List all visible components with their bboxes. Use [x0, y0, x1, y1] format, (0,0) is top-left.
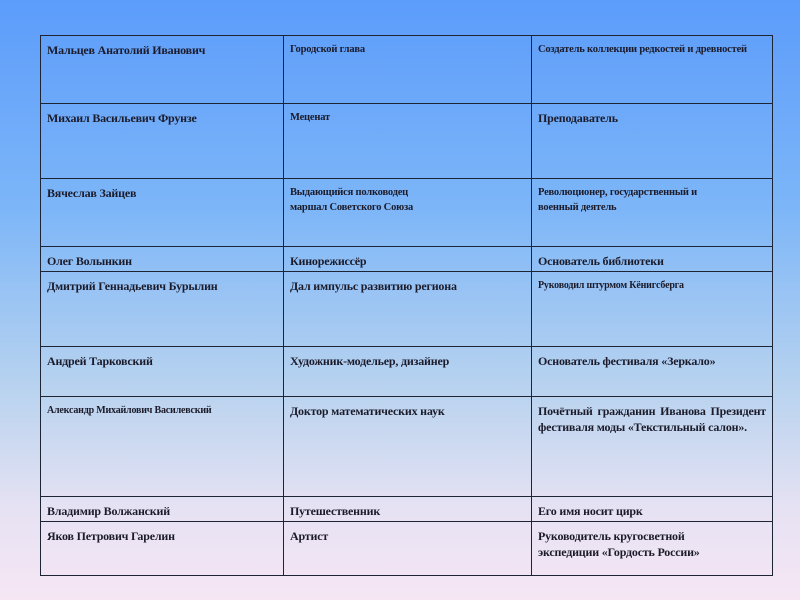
- table-row: [41, 104, 773, 179]
- table-cell: Почётный гражданин Иванова Президент фестиваля моды «Текстильный салон».: [532, 397, 773, 497]
- table-row: [41, 347, 773, 397]
- table-row: [41, 36, 773, 104]
- table-row: [41, 397, 773, 497]
- table-cell: Революционер, государственный и военный деятель: [532, 179, 773, 247]
- table-cell: Артист: [284, 522, 532, 576]
- table-cell: Олег Волынкин: [41, 247, 284, 272]
- table-cell: Выдающийся полководец маршал Советского Союза: [284, 179, 532, 247]
- table-cell: Художник-модельер, дизайнер: [284, 347, 532, 397]
- table-cell: Городской глава: [284, 36, 532, 104]
- table-row: [41, 247, 773, 272]
- table-cell: Дмитрий Геннадьевич Бурылин: [41, 272, 284, 347]
- table-cell: Руководитель кругосветной экспедиции «Гордость России»: [532, 522, 773, 576]
- table-cell: Александр Михайлович Василевский: [41, 397, 284, 497]
- table-cell: Дал импульс развитию региона: [284, 272, 532, 347]
- table-cell: Доктор математических наук: [284, 397, 532, 497]
- table-cell: Основатель фестиваля «Зеркало»: [532, 347, 773, 397]
- table-row: [41, 272, 773, 347]
- matching-table: [40, 35, 773, 576]
- table-cell: Основатель библиотеки: [532, 247, 773, 272]
- table-row: [41, 522, 773, 576]
- table-cell: Вячеслав Зайцев: [41, 179, 284, 247]
- table-cell: Преподаватель: [532, 104, 773, 179]
- table-cell: Яков Петрович Гарелин: [41, 522, 284, 576]
- table-row: [41, 497, 773, 522]
- table-cell: Меценат: [284, 104, 532, 179]
- table-cell: Кинорежиссёр: [284, 247, 532, 272]
- table-cell: Создатель коллекции редкостей и древностей: [532, 36, 773, 104]
- table-cell: Руководил штурмом Кёнигсберга: [532, 272, 773, 347]
- table-cell: Мальцев Анатолий Иванович: [41, 36, 284, 104]
- table-row: [41, 179, 773, 247]
- table-cell: Владимир Волжанский: [41, 497, 284, 522]
- table-cell: Путешественник: [284, 497, 532, 522]
- table-cell: Его имя носит цирк: [532, 497, 773, 522]
- table-cell: Андрей Тарковский: [41, 347, 284, 397]
- table-cell: Михаил Васильевич Фрунзе: [41, 104, 284, 179]
